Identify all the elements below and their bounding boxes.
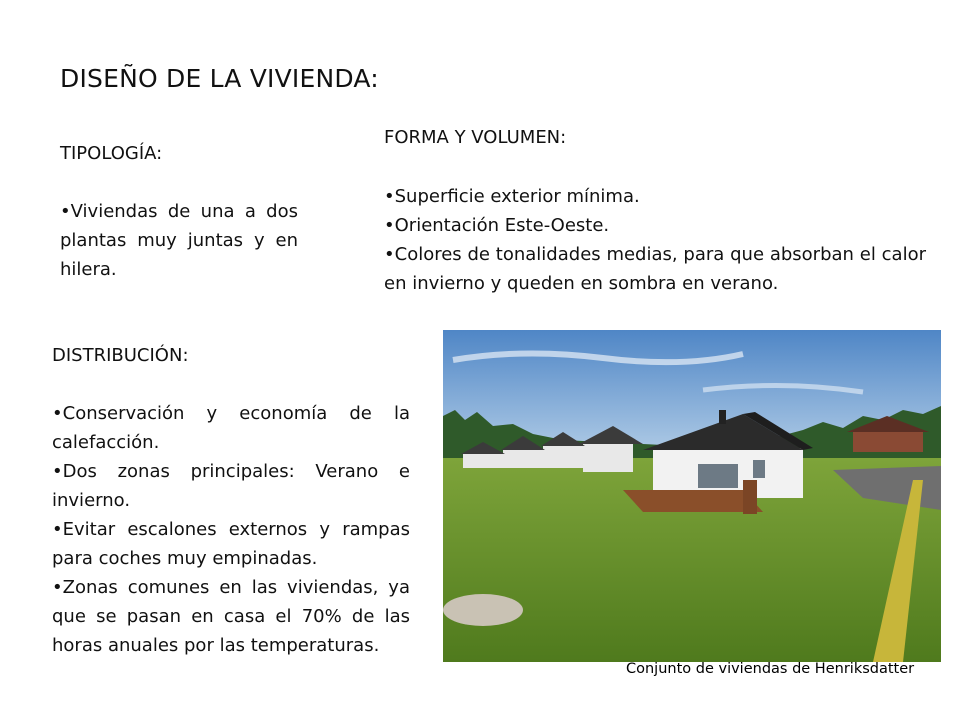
housing-photo (443, 330, 941, 662)
slide-title: DISEÑO DE LA VIVIENDA: (60, 64, 379, 93)
distribucion-heading: DISTRIBUCIÓN: (52, 345, 189, 366)
housing-photo-illustration (443, 330, 941, 662)
tipologia-list (60, 197, 298, 284)
tipologia-heading: TIPOLOGÍA: (60, 143, 163, 164)
bullet-item: • Conservación y economía de la calefacción. (52, 399, 410, 457)
forma-volumen-heading: FORMA Y VOLUMEN: (384, 127, 567, 148)
bullet-item: • Orientación Este-Oeste. (384, 211, 926, 240)
bullet-item: • Viviendas de una a dos plantas muy juntas y en hilera. (60, 197, 298, 284)
photo-caption: Conjunto de viviendas de Henriksdatter (626, 661, 915, 677)
bullet-item: • Superficie exterior mínima. (384, 182, 926, 211)
forma-volumen-list (384, 182, 926, 298)
bullet-item: • Colores de tonalidades medias, para que absorban el calor en invierno y queden en sombra en verano. (384, 240, 926, 298)
bullet-item: • Dos zonas principales: Verano e invierno. (52, 457, 410, 515)
bullet-item: • Zonas comunes en las viviendas, ya que se pasan en casa el 70% de las horas anuales por las temperaturas. (52, 573, 410, 660)
bullet-item: • Evitar escalones externos y rampas para coches muy empinadas. (52, 515, 410, 573)
distribucion-list (52, 399, 410, 660)
